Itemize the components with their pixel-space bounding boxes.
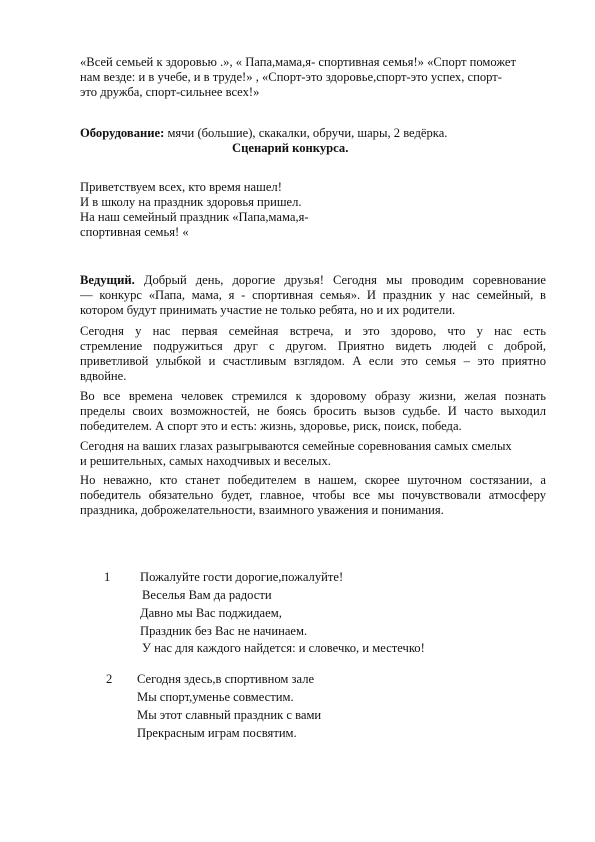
host-p4-line-2: и решительных, самых находчивых и веселых.: [80, 454, 331, 468]
verse-1-line-5: У нас для каждого найдется: и словечко, и местечко!: [142, 641, 425, 655]
host-p2-line-1: Сегодня у нас первая семейная встреча, и это здорово, что у нас есть: [80, 324, 546, 338]
equipment-line: [80, 126, 447, 141]
intro-line-3: это дружба, спорт-сильнее всех!»: [80, 85, 260, 99]
host-p1-line-2: — конкурс «Папа, мама, я - спортивная семья». И праздник у нас семейный, в: [80, 288, 546, 302]
equipment-label: Оборудование:: [80, 126, 165, 140]
intro-line-1: «Всей семьей к здоровью .», « Папа,мама,я- спортивная семья!» «Спорт поможет: [80, 55, 517, 69]
verse-1-number: 1: [104, 570, 111, 584]
host-p4-line-1: Сегодня на ваших глазах разыгрываются семейные соревнования самых смелых: [80, 439, 512, 453]
intro-line-2: нам везде: и в учебе, и в труде!» , «Спорт-это здоровье,спорт-это успех, спорт-: [80, 70, 502, 84]
verse-2-line-2: Мы спорт,уменье совместим.: [137, 690, 294, 704]
verse-1-line-4: Праздник без Вас не начинаем.: [140, 624, 308, 638]
verse-1-line-3: Давно мы Вас поджидаем,: [140, 606, 282, 620]
host-p5-line-3: праздника, доброжелательности, взаимного уважения и понимания.: [80, 503, 444, 517]
host-p2-line-4: вдвойне.: [80, 369, 127, 383]
verse-1-line-1: Пожалуйте гости дорогие,пожалуйте!: [140, 570, 344, 584]
host-p5-line-1: Но неважно, кто станет победителем в нашем, скорее шуточном состязании, а: [80, 473, 546, 487]
greeting-line-1: Приветствуем всех, кто время нашел!: [80, 180, 282, 194]
host-p3-line-1: Во все времена человек стремился к здоровому образу жизни, желая познать: [80, 389, 546, 403]
host-p1-line-3: котором будут принимать участие не только ребята, но и их родители.: [80, 303, 456, 317]
verse-2-line-1: Сегодня здесь,в спортивном зале: [137, 672, 315, 686]
greeting-line-3: На наш семейный праздник «Папа,мама,я-: [80, 210, 309, 224]
host-p2-line-2: стремление подружиться друг с другом. Приятно видеть людей с доброй,: [80, 339, 546, 353]
equipment-text: мячи (большие), скакалки, обручи, шары, 2 ведёрка.: [164, 126, 448, 140]
scenario-title: Сценарий конкурса.: [232, 141, 349, 155]
host-p5-line-2: победитель обязательно будет, главное, чтобы все мы почувствовали атмосферу: [80, 488, 546, 502]
host-p3-line-2: пределы своих возможностей, не боясь бросить вызов судьбе. И часто выходил: [80, 404, 546, 418]
verse-2-line-3: Мы этот славный праздник с вами: [137, 708, 322, 722]
verse-2-number: 2: [106, 672, 113, 686]
host-p3-line-3: победителем. А спорт это и есть: жизнь, здоровье, риск, поиск, победа.: [80, 419, 462, 433]
host-label: Ведущий.: [80, 273, 135, 287]
host-p1-text: Добрый день, дорогие друзья! Сегодня мы проводим соревнование: [134, 273, 546, 287]
host-p2-line-3: приветливой улыбкой и счастливым взглядом. А если это семья – это приятно: [80, 354, 546, 368]
greeting-line-2: И в школу на праздник здоровья пришел.: [80, 195, 302, 209]
host-p1-line-1: [80, 273, 546, 288]
verse-2-line-4: Прекрасным играм посвятим.: [137, 726, 297, 740]
greeting-line-4: спортивная семья! «: [80, 225, 189, 239]
verse-1-line-2: Веселья Вам да радости: [142, 588, 272, 602]
